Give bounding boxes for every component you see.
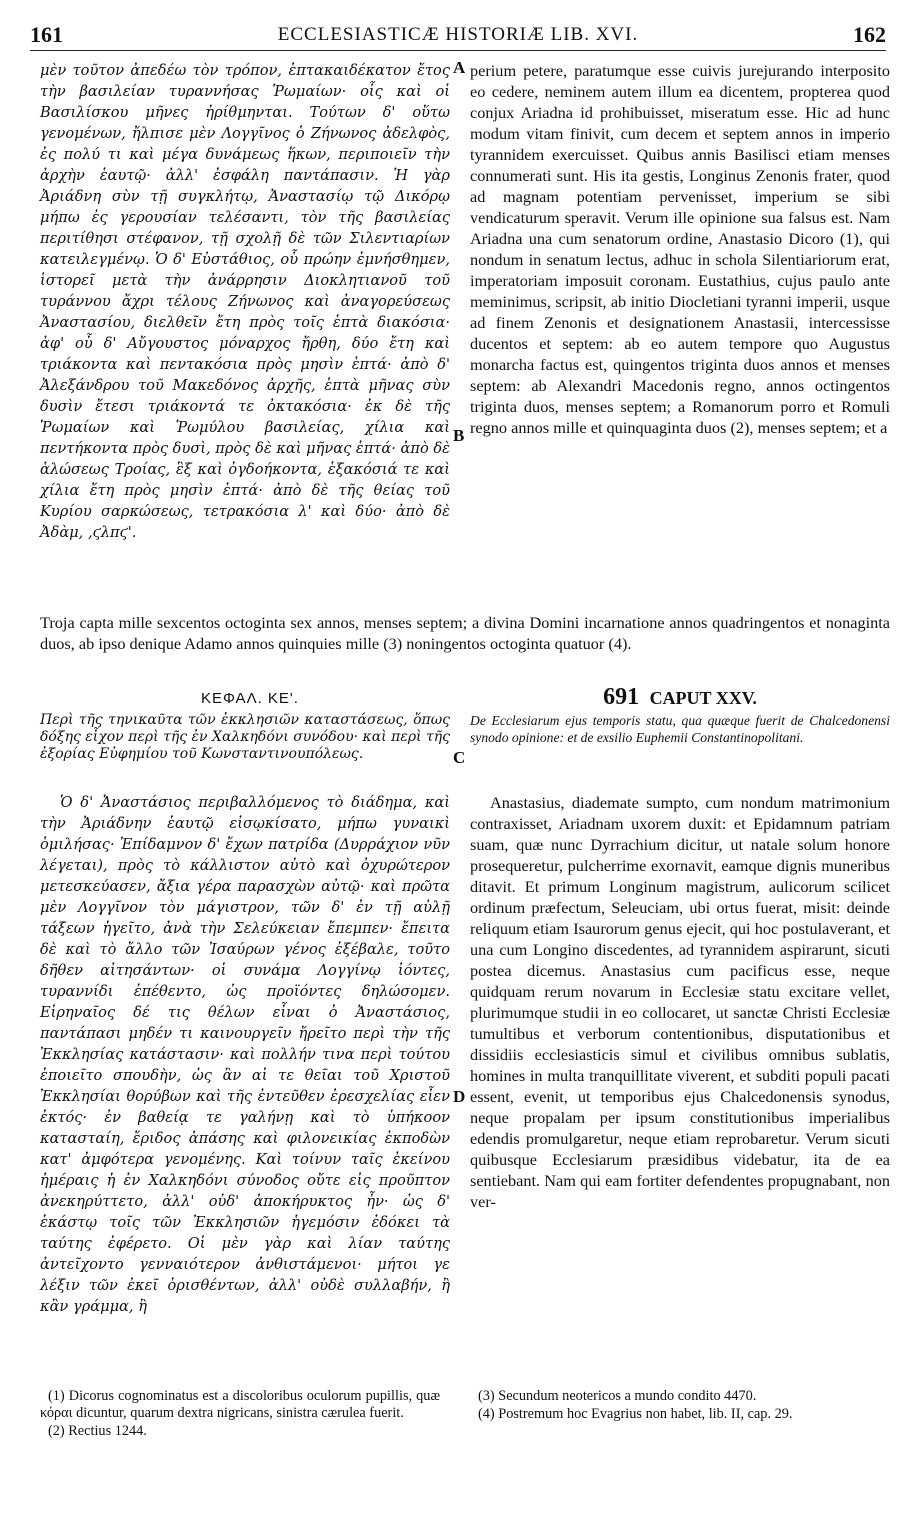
latin-fullwidth-continuation: Troja capta mille sexcentos octoginta sex annos, menses septem; a divina Domini incarnatione annos quadringentos et nonaginta duos, ab ipso denique Adamo annos quinquies mille (3) noningentos octoginta quatuor (4). [40, 613, 890, 653]
footnote-2: (2) Rectius 1244. [48, 1423, 147, 1439]
running-title: ECCLESIASTICÆ HISTORIÆ LIB. XVI. [277, 24, 639, 45]
marker-a: A [453, 58, 466, 77]
chapter-title-greek: Περὶ τῆς τηνικαῦτα τῶν ἐκκλησιῶν καταστάσεως, ὅπως δόξης εἶχον περὶ τῆς ἐν Χαλκηδόνι συνόδου· καὶ περὶ τῆς ἐξορίας Εὐφημίου τοῦ Κωνσταντινουπόλεως. [40, 712, 450, 762]
page-number-left: 161 [30, 22, 63, 47]
running-header [30, 22, 886, 48]
footnotes-left [40, 1388, 440, 1441]
greek-column-top: μὲν τοῦτον ἀπεδέω τὸν τρόπον, ἑπτακαιδέκατον ἔτος τὴν βασιλείαν τυραννήσας Ῥωμαίων· οἷς καὶ οἱ Βασιλίσκου μῆνες ἠρίθμηνται. Τούτων δ' οὕτω γενομένων, ἤλπισε μὲν Λογγῖνος ὁ Ζήνωνος ἀδελφὸς, ἐς πολύ τι καὶ μέγα δυνάμεως ἥκων, περιποιεῖν τὴν ἀρχὴν ἑαυτῷ· ἀλλ' ἐσφάλη παντάπασιν. Ἡ γὰρ Ἀριάδνη σὺν τῇ συγκλήτῳ, Ἀναστασίῳ τῷ Δικόρῳ μήπω ἐς γερουσίαν τελέσαντι, τὸν τῆς βασιλείας περιτίθησι στέφανον, τῇ σχολῇ δὲ τῶν Σιλεντιαρίων κατειλεγμένῳ. Ὁ δ' Εὐστάθιος, οὗ πρώην ἐμνήσθημεν, ἱστορεῖ μετὰ τὴν ἀνάρρησιν Διοκλητιανοῦ τοῦ τυράννου ἄχρι τέλους Ζήνωνος καὶ ἀναγορεύσεως Ἀναστασίου, διελθεῖν ἔτη πρὸς τοῖς ἑπτὰ διακόσια· ἀφ' οὗ δ' Αὔγουστος μόναρχος ἤρθη, δύο ἔτη καὶ τριάκοντα καὶ πεντακόσια πρὸς μησὶν ἑπτά· ἀπὸ δ' Ἀλεξάνδρου τοῦ Μακεδόνος ἀρχῆς, ἑπτὰ μῆνας σὺν δυσὶν ἔτεσι τριάκοντά τε ὀκτακόσια· ἐκ δὲ τῆς Ῥωμαίων καὶ Ῥωμύλου βασιλείας, χίλια καὶ πεντήκοντα πρὸς δυσὶ, πρὸς δὲ καὶ μῆνας ἑπτά· ἀπὸ δὲ ἁλώσεως Τροίας, ἓξ καὶ ὀγδοήκοντα, ἑξακόσιά τε καὶ χίλια ἔτη πρὸς μησὶν ἑπτά· ἀπὸ δὲ τῆς θείας τοῦ Κυρίου σαρκώσεως, τετρακόσια λ' καὶ δύο· ἀπὸ δὲ Ἀδὰμ, ,ϛλπϛ'. [40, 62, 450, 541]
footnotes-right [470, 1388, 890, 1424]
footnote-3: (3) Secundum neotericos a mundo condito 4470. [478, 1388, 757, 1404]
latin-column-body: Anastasius, diademate sumpto, cum nondum matrimonium contraxisset, Ariadnam uxorem duxit: et Epidamnum patriam suam, quæ nunc Dyrrachium dicitur, ut natale solum honore prosequeretur, pulcherrime exornavit, eamque dignis muneribus ditavit. Et primum Longinum magistrum, aulicorum scilicet ordinum præfectum, Seleuciam, ubi ortus fuerat, misit: deinde reliquum etiam Isaurorum genus ejecit, qui hoc postulaverant, et una cum Longino discedentes, ad tyrannidem aspirarunt, sicuti postea dicemus. Anastasius cum pacificus esse, neque quidquam rerum novarum in Ecclesiæ statu excitare vellet, plurimumque studii in eo collocaret, ut sanctæ Christi Ecclesiæ tumultibus et verborum contentionibus, disputationibus et dissidiis ecclesiasticis simul et civilibus omnibus sublatis, homines in multa tranquillitate viverent, et subditi populi pacati essent, evenit, ut temporibus ejus Chalcedonensis synodus, neque propalam per ipsum constitutionibus imperialibus edendis promulgaretur, neque etiam reprobaretur. Verum sicuti quibusque Ecclesiarum præsidibus videbatur, ita de ea sentiebant. Nam qui eam fortiter defendentes propugnabant, non ver- [470, 793, 890, 1211]
chapter-title-latin: De Ecclesiarum ejus temporis statu, qua quæque fuerit de Chalcedonensi synodo opinione: et de exsilio Euphemii Constantinopolitani. [470, 713, 890, 745]
page-number-right: 162 [853, 22, 886, 47]
footnote-4: (4) Postremum hoc Evagrius non habet, lib. II, cap. 29. [478, 1406, 793, 1422]
greek-column-body: Ὁ δ' Ἀναστάσιος περιβαλλόμενος τὸ διάδημα, καὶ τὴν Ἀριάδνην ἑαυτῷ εἰσῳκίσατο, μήπω γυναικὶ ὁμιλήσας· Ἐπίδαμνον δ' ἔχων πατρίδα (Δυρράχιον νῦν λέγεται), πρὸς τὸ κάλλιστον αὐτὸ καὶ ὀχυρώτερον μετεσκεύασεν, ἄξια γέρα παρασχὼν αὐτῷ· καὶ πρῶτα μὲν Λογγῖνον τὸν μάγιστρον, τῶν δ' ἐν τῇ αὐλῇ τάξεων ἡγεῖτο, ἀνὰ τὴν Σελεύκειαν ἔπεμπεν· ἔπειτα δὲ καὶ τὸ ἄλλο τῶν Ἰσαύρων γένος ἐξέβαλε, τοῦτο δῆθεν αἰτησάντων· οἱ συνάμα Λογγίνῳ ἰόντες, τυραννίδι ἐπέθεντο, ὡς προϊόντες δηλώσομεν. Εἰρηναῖος δέ τις θέλων εἶναι ὁ Ἀναστάσιος, παντάπασι μηδέν τι καινουργεῖν ἤρεῖτο περὶ τὴν τῆς Ἐκκλησίας κατάστασιν· καὶ πολλήν τινα περὶ τούτου ἐποιεῖτο σπουδὴν, ὡς ἂν αἱ τε θεῖαι τοῦ Χριστοῦ Ἐκκλησίαι θορύβων καὶ τῆς ἐντεῦθεν ἐρεσχελίας εἶεν ἐκτός· ἐν βαθείᾳ τε γαλήνῃ καὶ τὸ ὑπήκοον κατασταίη, ἔριδος ἁπάσης καὶ φιλονεικίας ἐκποδὼν κατ' ἀμφότερα γενομένης. Καὶ τοίνυν ταῖς ἐκείνου ἡμέραις ἡ ἐν Χαλκηδόνι σύνοδος οὔτε εἰς προῦπτον ἀνεκηρύττετο, ἀλλ' οὐδ' ἀποκήρυκτος ἦν· ὡς δ' ἑκάστῳ τοῖς τῶν Ἐκκλησιῶν ἡγεμόσιν ἐδόκει τὰ ταύτης ἐφέρετο. Οἱ μὲν γὰρ καὶ λίαν ταύτης ἀντεῖχοντο γενναιότερον ἀνθιστάμενοι· μήτοι γε λέξιν τῶν ἐκεῖ ὁρισθέντων, ἀλλ' οὐδὲ συλλαβήν, ἢ κἂν γράμμα, ἢ [40, 794, 450, 1315]
column-number: 691 [603, 684, 640, 710]
latin-column-top: perium petere, paratumque esse cuivis jurejurando interposito eo cedere, neminem autem illum ea dicentem, propterea quod conjux Ariadna id prohibuisset, miseratum esse. Hic ad hunc modum vitam finivit, cum decem et septem annos in imperio tyrannidem exercuisset. Quibus annis Basilisci etiam menses connumerati sunt. His ita gestis, Longinus Zenonis frater, quod ad magnam potentiam pervenisset, imperium se sibi vendicaturum speravit. Verum ille opinione sua falsus est. Nam Ariadna una cum senatorum ordine, Anastasio Dicoro (1), qui nondum in senatum lectus, adhuc in schola Silentiariorum erat, imperatoriam imposuit coronam. Eustathius, cujus paulo ante meminimus, scripsit, ab initio Diocletiani tyranni imperii, usque ad finem Zenonis et designationem Anastasii, intercessisse ducentos et septem: ab eo autem tempore quo Augustus monarcha factus est, quingentos triginta duos annos et menses septem: ab Alexandri Macedonis regno, annos octingentos triginta duos, menses septem; a Romanorum porro et Romuli regno annos mille et quinquaginta duos (2), menses septem; et a [470, 61, 890, 437]
chapter-heading-latin-text: CAPUT XXV. [649, 688, 757, 708]
marker-d: D [453, 1087, 466, 1106]
marker-b: B [453, 426, 465, 445]
header-rule [30, 50, 886, 51]
chapter-heading-latin [470, 684, 890, 711]
footnote-1: (1) Dicorus cognominatus est a discoloribus oculorum pupillis, quæ κόραι dicuntur, quarum dextra nigricans, sinistra cærulea fuerit. [40, 1388, 440, 1421]
chapter-heading-greek: ΚΕΦΑΛ. ΚΕ'. [201, 690, 299, 707]
marker-c: C [453, 748, 466, 767]
